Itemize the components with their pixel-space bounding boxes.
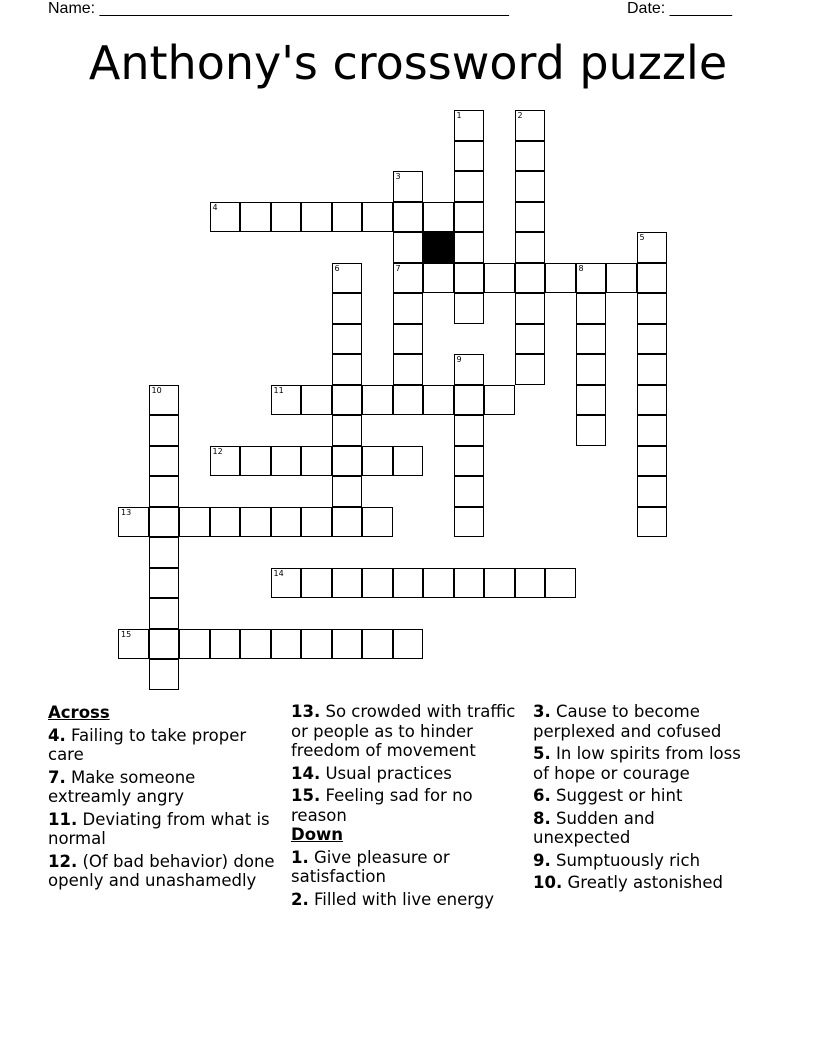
grid-cell[interactable] xyxy=(149,476,180,507)
grid-cell[interactable] xyxy=(637,446,668,477)
grid-cell[interactable] xyxy=(301,568,332,599)
grid-cell[interactable] xyxy=(149,537,180,568)
grid-cell[interactable] xyxy=(149,507,180,538)
grid-cell[interactable] xyxy=(118,629,149,660)
grid-cell[interactable] xyxy=(515,293,546,324)
grid-cell[interactable] xyxy=(149,385,180,416)
black-cell xyxy=(423,232,454,263)
clue-down-10 xyxy=(533,873,748,893)
clue-text: Greatly astonished xyxy=(567,873,724,892)
grid-cell[interactable] xyxy=(515,354,546,385)
grid-cell[interactable] xyxy=(362,629,393,660)
clue-down-2 xyxy=(291,890,526,910)
clue-number-label: 2 xyxy=(517,111,523,120)
grid-cell[interactable] xyxy=(484,263,515,294)
clue-across-4 xyxy=(48,726,283,765)
clue-number-label: 5 xyxy=(639,233,645,242)
grid-cell[interactable] xyxy=(545,263,576,294)
grid-cell[interactable] xyxy=(515,171,546,202)
clue-text: Deviating from what is normal xyxy=(48,809,270,848)
grid-cell[interactable] xyxy=(454,110,485,141)
grid-cell[interactable] xyxy=(515,110,546,141)
grid-cell[interactable] xyxy=(576,354,607,385)
clue-down-3 xyxy=(533,702,748,741)
grid-cell[interactable] xyxy=(149,598,180,629)
grid-cell[interactable] xyxy=(271,385,302,416)
clue-number: 5. xyxy=(533,744,551,763)
grid-cell[interactable] xyxy=(271,202,302,233)
grid-cell[interactable] xyxy=(454,354,485,385)
clue-text: Give pleasure or satisfaction xyxy=(291,847,450,886)
clue-down-5 xyxy=(533,744,748,783)
clue-number: 9. xyxy=(533,850,551,870)
clue-number: 13. xyxy=(291,702,321,721)
clue-down-1 xyxy=(291,848,526,887)
clues-column-3 xyxy=(533,702,748,893)
across-heading: Across xyxy=(48,703,110,722)
grid-cell[interactable] xyxy=(332,415,363,446)
clue-text: Sudden and unexpected xyxy=(533,808,655,847)
clue-number-label: 10 xyxy=(151,385,162,395)
grid-cell[interactable] xyxy=(637,324,668,355)
grid-cell[interactable] xyxy=(362,568,393,599)
clue-text: Suggest or hint xyxy=(556,786,683,805)
grid-cell[interactable] xyxy=(332,629,363,660)
grid-cell[interactable] xyxy=(637,476,668,507)
grid-cell[interactable] xyxy=(454,507,485,538)
clue-number-label: 7 xyxy=(395,263,401,273)
grid-cell[interactable] xyxy=(637,354,668,385)
grid-cell[interactable] xyxy=(240,202,271,233)
down-heading: Down xyxy=(291,825,344,844)
grid-cell[interactable] xyxy=(515,141,546,172)
grid-cell[interactable] xyxy=(393,293,424,324)
clue-number-label: 8 xyxy=(578,263,584,273)
grid-cell[interactable] xyxy=(332,446,363,477)
grid-cell[interactable] xyxy=(301,385,332,416)
grid-cell[interactable] xyxy=(240,446,271,477)
clue-number: 11. xyxy=(48,809,78,829)
clue-across-11 xyxy=(48,810,283,849)
clue-text: Cause to become perplexed and cofused xyxy=(533,702,722,741)
grid-cell[interactable] xyxy=(393,629,424,660)
clue-number-label: 15 xyxy=(121,629,132,639)
grid-cell[interactable] xyxy=(576,293,607,324)
grid-cell[interactable] xyxy=(423,202,454,233)
name-field[interactable]: Name: ______________________________________________ xyxy=(48,0,509,17)
clue-number: 1. xyxy=(291,847,309,867)
grid-cell[interactable] xyxy=(454,263,485,294)
grid-cell[interactable] xyxy=(332,202,363,233)
grid-cell[interactable] xyxy=(637,293,668,324)
grid-cell[interactable] xyxy=(179,629,210,660)
clue-down-8 xyxy=(533,809,748,848)
grid-cell[interactable] xyxy=(454,446,485,477)
clue-text: (Of bad behavior) done openly and unashamedly xyxy=(48,851,275,890)
grid-cell[interactable] xyxy=(118,507,149,538)
clue-number: 6. xyxy=(533,786,551,805)
grid-cell[interactable] xyxy=(576,415,607,446)
grid-cell[interactable] xyxy=(454,141,485,172)
grid-cell[interactable] xyxy=(454,415,485,446)
grid-cell[interactable] xyxy=(332,263,363,294)
grid-cell[interactable] xyxy=(301,507,332,538)
grid-cell[interactable] xyxy=(454,568,485,599)
grid-cell[interactable] xyxy=(210,202,241,233)
clue-number: 15. xyxy=(291,786,321,805)
clue-down-6 xyxy=(533,786,748,806)
grid-cell[interactable] xyxy=(271,507,302,538)
clue-number: 12. xyxy=(48,851,78,871)
clue-text: Usual practices xyxy=(325,763,452,783)
grid-cell[interactable] xyxy=(362,446,393,477)
grid-cell[interactable] xyxy=(149,415,180,446)
clue-text: So crowded with traffic or people as to hinder freedom of movement xyxy=(291,702,516,760)
grid-cell[interactable] xyxy=(515,324,546,355)
clue-number: 3. xyxy=(533,702,551,721)
grid-cell[interactable] xyxy=(637,507,668,538)
grid-cell[interactable] xyxy=(515,232,546,263)
clue-across-7 xyxy=(48,768,283,807)
clue-number: 2. xyxy=(291,889,309,909)
grid-cell[interactable] xyxy=(210,446,241,477)
grid-cell[interactable] xyxy=(301,202,332,233)
grid-cell[interactable] xyxy=(393,354,424,385)
grid-cell[interactable] xyxy=(576,324,607,355)
grid-cell[interactable] xyxy=(362,385,393,416)
clue-across-14 xyxy=(291,764,526,784)
grid-cell[interactable] xyxy=(484,385,515,416)
clues-column-2 xyxy=(291,702,526,909)
clue-number-label: 3 xyxy=(395,172,401,181)
grid-cell[interactable] xyxy=(301,629,332,660)
grid-cell[interactable] xyxy=(393,568,424,599)
grid-cell[interactable] xyxy=(454,385,485,416)
grid-cell[interactable] xyxy=(210,629,241,660)
grid-cell[interactable] xyxy=(393,171,424,202)
page-title: Anthony's crossword puzzle xyxy=(88,36,728,90)
grid-cell[interactable] xyxy=(393,232,424,263)
grid-cell[interactable] xyxy=(606,263,637,294)
grid-cell[interactable] xyxy=(423,263,454,294)
grid-cell[interactable] xyxy=(393,202,424,233)
clue-number: 10. xyxy=(533,873,563,892)
clue-text: Filled with live energy xyxy=(314,889,494,909)
grid-cell[interactable] xyxy=(179,507,210,538)
grid-cell[interactable] xyxy=(149,568,180,599)
grid-cell[interactable] xyxy=(240,507,271,538)
clue-number-label: 11 xyxy=(273,385,284,395)
grid-cell[interactable] xyxy=(301,446,332,477)
clue-number-label: 4 xyxy=(212,202,218,212)
grid-cell[interactable] xyxy=(332,324,363,355)
clue-number-label: 12 xyxy=(212,446,223,456)
grid-cell[interactable] xyxy=(271,629,302,660)
clue-across-15 xyxy=(291,786,526,825)
clue-text: Make someone extreamly angry xyxy=(48,767,196,806)
grid-cell[interactable] xyxy=(362,507,393,538)
grid-cell[interactable] xyxy=(332,293,363,324)
grid-cell[interactable] xyxy=(454,171,485,202)
clue-text: In low spirits from loss of hope or courage xyxy=(533,744,741,783)
grid-cell[interactable] xyxy=(271,446,302,477)
clue-number-label: 9 xyxy=(456,355,462,364)
grid-cell[interactable] xyxy=(637,415,668,446)
clue-text: Feeling sad for no reason xyxy=(291,786,473,825)
grid-cell[interactable] xyxy=(515,568,546,599)
grid-cell[interactable] xyxy=(484,568,515,599)
grid-cell[interactable] xyxy=(423,385,454,416)
grid-cell[interactable] xyxy=(393,263,424,294)
grid-cell[interactable] xyxy=(393,446,424,477)
date-field[interactable]: Date: _______ xyxy=(627,0,732,17)
clue-text: Failing to take proper care xyxy=(48,725,247,764)
grid-cell[interactable] xyxy=(423,568,454,599)
clue-across-12 xyxy=(48,852,283,891)
clue-number: 14. xyxy=(291,763,321,783)
grid-cell[interactable] xyxy=(515,202,546,233)
clue-number: 4. xyxy=(48,725,66,745)
grid-cell[interactable] xyxy=(332,507,363,538)
grid-cell[interactable] xyxy=(576,385,607,416)
clue-number: 8. xyxy=(533,808,551,828)
grid-cell[interactable] xyxy=(332,385,363,416)
grid-cell[interactable] xyxy=(637,263,668,294)
clues-column-1 xyxy=(48,703,283,891)
grid-cell[interactable] xyxy=(545,568,576,599)
grid-cell[interactable] xyxy=(362,202,393,233)
clue-number-label: 14 xyxy=(273,568,284,578)
grid-cell[interactable] xyxy=(454,476,485,507)
grid-cell[interactable] xyxy=(454,232,485,263)
grid-cell[interactable] xyxy=(332,568,363,599)
clue-number-label: 13 xyxy=(121,507,132,517)
grid-cell[interactable] xyxy=(454,202,485,233)
clue-across-13 xyxy=(291,702,526,761)
grid-cell[interactable] xyxy=(515,263,546,294)
grid-cell[interactable] xyxy=(271,568,302,599)
grid-cell[interactable] xyxy=(149,659,180,690)
grid-cell[interactable] xyxy=(332,354,363,385)
grid-cell[interactable] xyxy=(637,232,668,263)
grid-cell[interactable] xyxy=(454,293,485,324)
clue-number-label: 1 xyxy=(456,111,462,120)
grid-cell[interactable] xyxy=(576,263,607,294)
grid-cell[interactable] xyxy=(210,507,241,538)
grid-cell[interactable] xyxy=(393,324,424,355)
clue-down-9 xyxy=(533,851,748,871)
clue-number-label: 6 xyxy=(334,263,340,273)
clue-number: 7. xyxy=(48,767,66,787)
grid-cell[interactable] xyxy=(332,476,363,507)
grid-cell[interactable] xyxy=(637,385,668,416)
grid-cell[interactable] xyxy=(149,446,180,477)
grid-cell[interactable] xyxy=(240,629,271,660)
grid-cell[interactable] xyxy=(149,629,180,660)
clue-text: Sumptuously rich xyxy=(556,850,701,870)
grid-cell[interactable] xyxy=(393,385,424,416)
